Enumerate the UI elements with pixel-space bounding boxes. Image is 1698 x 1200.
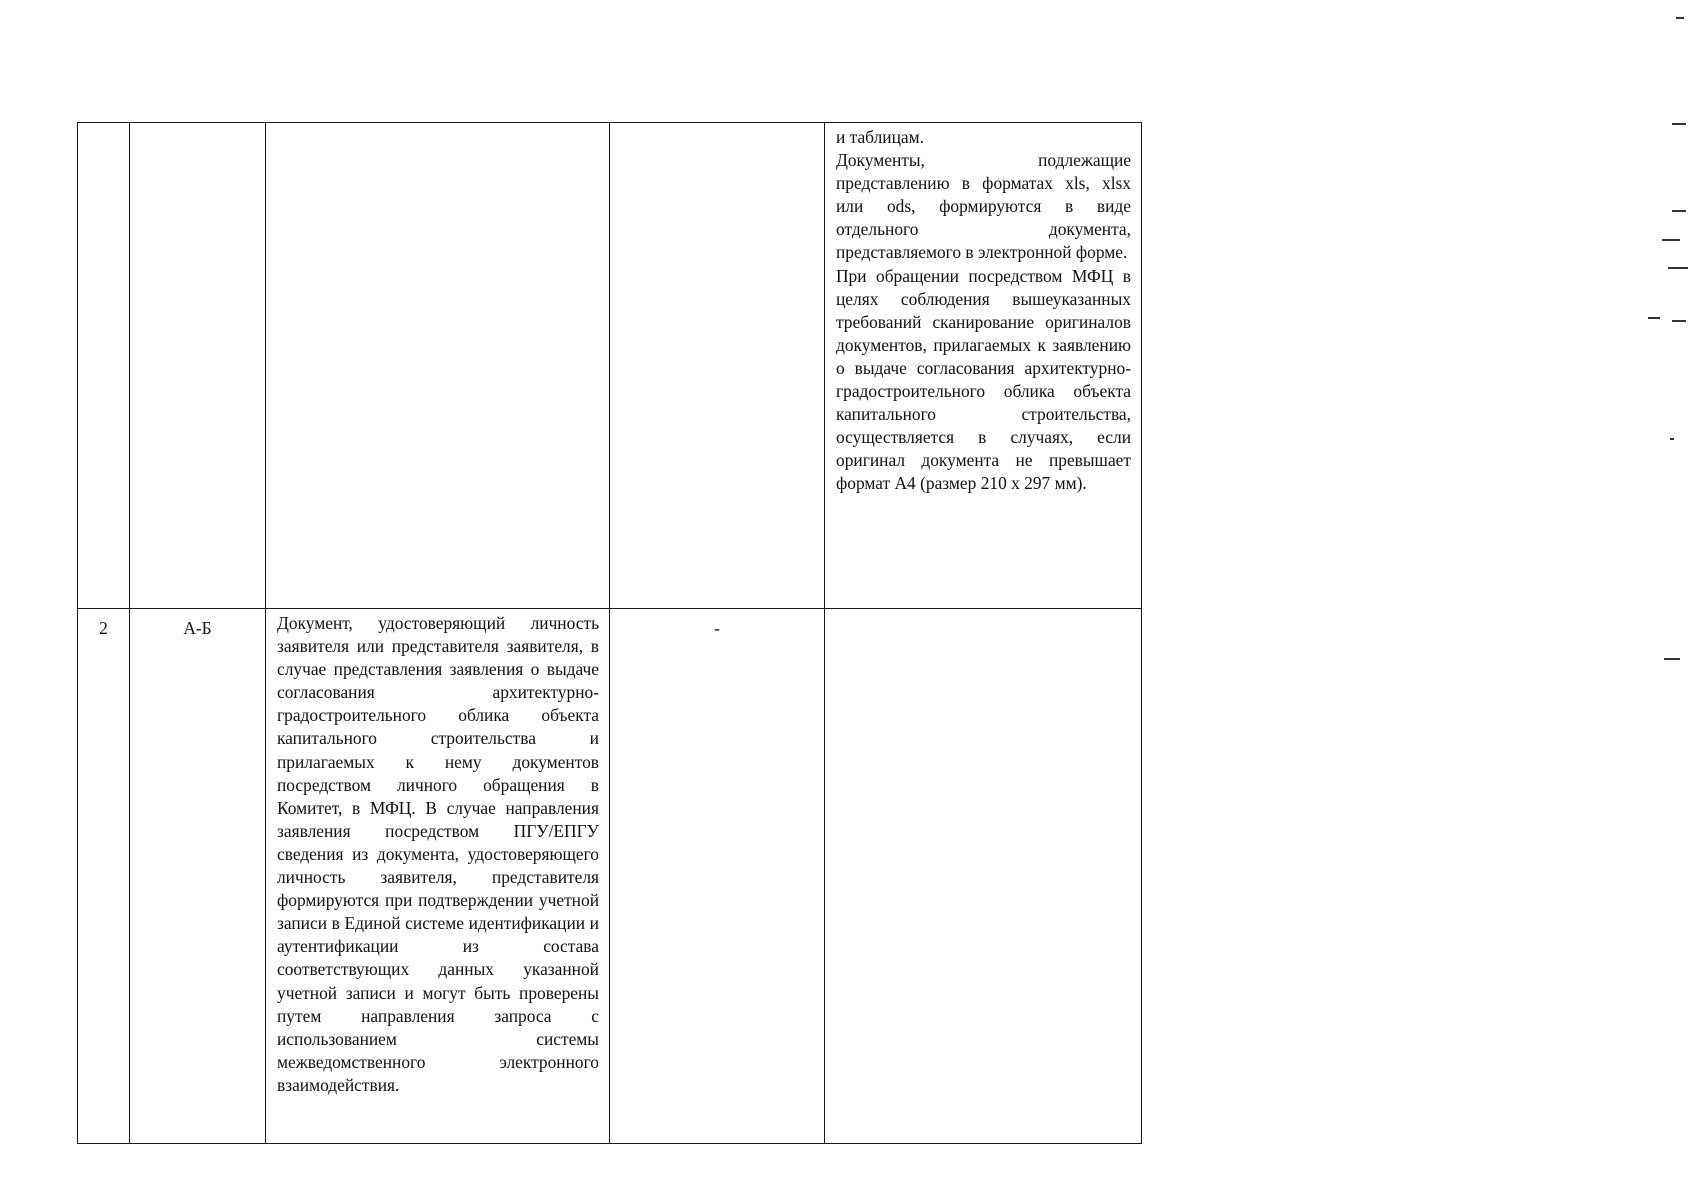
cell-requirement: - [610, 609, 825, 1144]
table-row [78, 123, 1142, 609]
cell-requirement [610, 123, 825, 609]
cell-number: 2 [78, 609, 130, 1144]
cell-group [130, 123, 266, 609]
cell-number [78, 123, 130, 609]
note-paragraph: и таблицам. [836, 127, 924, 147]
note-paragraph: Документы, подлежащие представлению в форматах xls, xlsx или ods, формируются в виде отдельного документа, представляемого в электронной форме. [836, 150, 1131, 263]
cell-document [266, 609, 610, 1144]
documents-table [77, 122, 1142, 1144]
cell-document [266, 123, 610, 609]
note-paragraph: При обращении посредством МФЦ в целях соблюдения вышеуказанных требований сканирование оригиналов документов, прилагаемых к заявлению о выдаче согласования архитектурно-градостроительного облика объекта капитального строительства, осуществляется в случаях, если оригинал документа не превышает формат А4 (размер 210 х 297 мм). [836, 265, 1131, 494]
document-text: Документ, удостоверяющий личность заявителя или представителя заявителя, в случае представления заявления о выдаче согласования архитектурно-градостроительного облика объекта капитального строительства и прилагаемых к нему документов посредством личного обращения в Комитет, в МФЦ. В случае направления заявления посредством ПГУ/ЕПГУ сведения из документа, удостоверяющего личность заявителя, представителя формируются при подтверждении учетной записи в Единой системе идентификации и аутентификации из состава соответствующих данных указанной учетной записи и могут быть проверены путем направления запроса с использованием системы межведомственного электронного взаимодействия. [277, 613, 599, 1095]
table-row [78, 609, 1142, 1144]
cell-group: А-Б [130, 609, 266, 1144]
cell-note [825, 123, 1142, 609]
note-text [825, 123, 1141, 496]
cell-note [825, 609, 1142, 1144]
scan-margin-marks [1638, 0, 1698, 700]
